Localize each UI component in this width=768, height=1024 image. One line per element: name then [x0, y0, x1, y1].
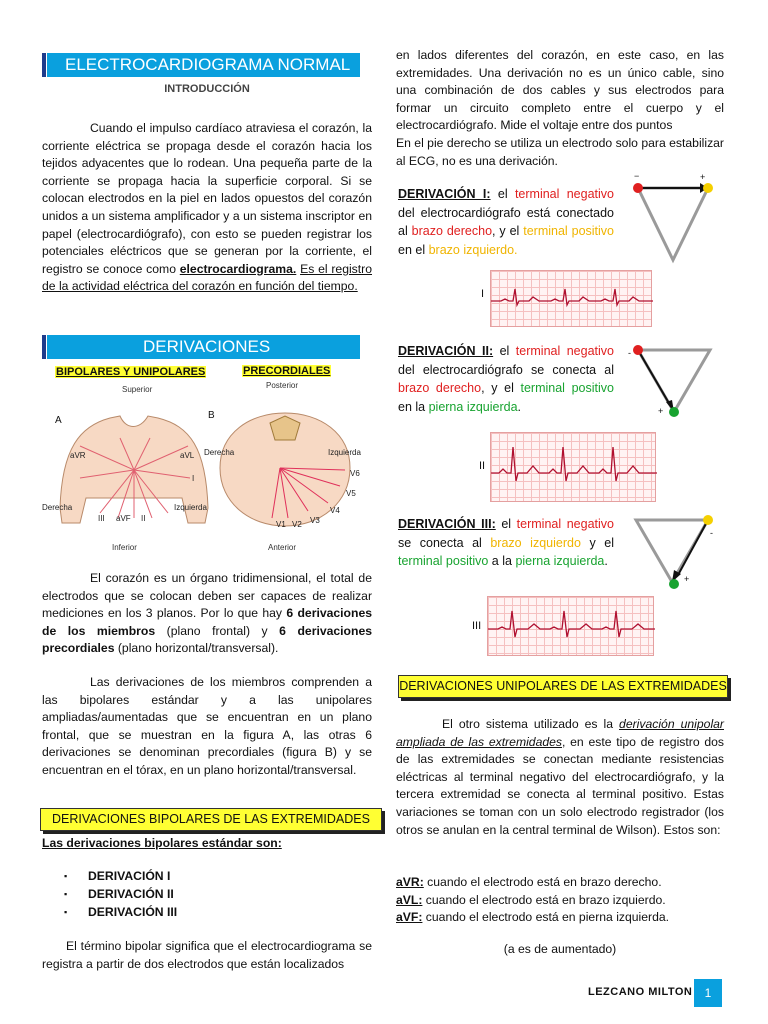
bipolares-paragraph: El término bipolar significa que el electrocardiograma se registra a partir de dos electrodos que están localizados: [42, 939, 372, 971]
fig-a-derecha-label: Derecha: [42, 503, 73, 512]
ecg-strip-i: [490, 270, 652, 327]
fig-a-superior-label: Superior: [122, 385, 153, 394]
fig-b-v1-label: V1: [276, 520, 286, 529]
einthoven-triangle-iii: [618, 510, 720, 592]
fig-b-v6-label: V6: [350, 469, 360, 478]
page-number: 1: [694, 979, 722, 1007]
einthoven-triangle-ii: [626, 340, 720, 420]
ecg-label-iii: III: [472, 620, 482, 632]
fig-b-v5-label: V5: [346, 489, 356, 498]
list-item: ▪ DERIVACIÓN I: [42, 867, 372, 885]
page-title: ELECTROCARDIOGRAMA NORMAL: [47, 53, 360, 77]
augmented-note: (a es de aumentado): [503, 942, 617, 956]
fig-b-v2-label: V2: [292, 520, 302, 529]
svg-text:+: +: [658, 406, 664, 416]
fig-b-anterior-label: Anterior: [268, 543, 297, 552]
fig-a-i-label: I: [192, 474, 195, 483]
bipolares-list: [42, 867, 372, 921]
fig-a-avf-label: aVF: [116, 514, 131, 523]
fig-b-posterior-label: Posterior: [266, 381, 299, 390]
fig-a-ii-label: II: [141, 514, 146, 523]
list-item: aVL: cuando el electrodo está en brazo izquierdo.: [396, 892, 666, 907]
fig-b-letter: B: [208, 410, 215, 421]
ecg-definition: Es el registro de la actividad eléctrica del corazón en función del tiempo.: [42, 261, 372, 294]
right-continuation: en lados diferentes del corazón, en este caso, en las extremidades. Una derivación no es un único cable, sino una combinación de dos cables y sus electrodos para formar un circuito completo entre el cuerpo y el electrocardiógrafo. Mide el voltaje entre dos puntos En el pie derecho se utiliza un electrodo solo para estabilizar al ECG, no es una derivación.: [396, 48, 724, 168]
fig-b-v3-label: V3: [310, 516, 320, 525]
svg-text:-: -: [628, 348, 631, 358]
fig-a-letter: A: [55, 415, 62, 426]
einthoven-triangle-i: [628, 172, 720, 272]
derivaciones-paragraph-2: Las derivaciones de los miembros comprenden a las bipolares estándar y a las unipolares ampliadas/aumentadas que se encuentran en un plano frontal, que se muestran en la figura A, las otras 6 derivaciones se denominan precordiales (figura B) y se encuentran en el tórax, en un plano horizontal/transversal.: [42, 675, 372, 777]
derivacion-i-text: DERIVACIÓN I: el terminal negativo del electrocardiógrafo está conectado al brazo derecho, y el terminal positivo en el brazo izquierdo.: [398, 187, 614, 257]
ecg-trace-i: [491, 271, 653, 328]
figure-b-precordial-leads: [200, 378, 370, 556]
derivacion-iii-text: DERIVACIÓN III: el terminal negativo se conecta al brazo izquierdo y el terminal positivo a la pierna izquierda.: [398, 517, 614, 568]
ecg-term: electrocardiograma.: [179, 261, 297, 276]
fig-a-avr-label: aVR: [70, 451, 86, 460]
list-item: aVR: cuando el electrodo está en brazo derecho.: [396, 875, 662, 889]
fig-a-title: BIPOLARES Y UNIPOLARES: [56, 366, 206, 378]
fig-a-iii-label: III: [98, 514, 105, 523]
fig-a-avl-label: aVL: [180, 451, 195, 460]
unipolares-paragraph: El otro sistema utilizado es la derivación unipolar ampliada de las extremidades, en este tipo de registro dos de las extremidades se conectan mediante resistencias eléctricas al terminal negativo del electrocardiógrafo, y la tercera extremidad se conecta al terminal positivo. Estas variaciones se toman con un solo electrodo registrador (los otros se anulan en la central terminal de Wilson). Estos son:: [396, 717, 724, 837]
svg-text:-: -: [710, 528, 713, 538]
svg-text:−: −: [634, 172, 640, 181]
fig-b-izquierda-label: Izquierda: [328, 448, 361, 457]
ecg-strip-iii: [487, 596, 654, 656]
svg-text:+: +: [700, 172, 706, 182]
ecg-label-i: I: [481, 288, 485, 300]
figure-a-limb-leads: [40, 378, 220, 556]
fig-a-inferior-label: Inferior: [112, 543, 137, 552]
ecg-strip-ii: [490, 432, 656, 502]
fig-b-title: PRECORDIALES: [243, 365, 331, 377]
svg-text:+: +: [684, 574, 690, 584]
unipolares-heading: DERIVACIONES UNIPOLARES DE LAS EXTREMIDADES: [398, 675, 728, 698]
fig-b-derecha-label: Derecha: [204, 448, 235, 457]
list-item: ▪ DERIVACIÓN II: [42, 885, 372, 903]
list-item: aVF: cuando el electrodo está en pierna izquierda.: [396, 910, 670, 925]
augmented-leads-list: [396, 874, 724, 927]
intro-heading: INTRODUCCIÓN: [164, 83, 250, 95]
derivaciones-paragraph-1: El corazón es un órgano tridimensional, el total de electrodos que se colocan deben ser capaces de realizar mediciones en los 3 planos. Por lo que hay 6 derivaciones de los miembros (plano frontal) y 6 derivaciones precordiales (plano horizontal/transversal).: [42, 571, 372, 656]
bipolares-heading: DERIVACIONES BIPOLARES DE LAS EXTREMIDADES: [40, 808, 382, 831]
derivacion-ii-text: DERIVACIÓN II: el terminal negativo del electrocardiógrafo se conecta al brazo derecho, y el terminal positivo en la pierna izquierda.: [398, 344, 614, 414]
bipolares-subtitle: Las derivaciones bipolares estándar son:: [42, 836, 282, 850]
fig-b-v4-label: V4: [330, 506, 340, 515]
list-item: ▪ DERIVACIÓN III: [42, 903, 372, 921]
ecg-trace-ii: [491, 433, 657, 503]
intro-paragraph: Cuando el impulso cardíaco atraviesa el corazón, la corriente eléctrica se propaga desde el corazón hacia los tejidos adyacentes que lo rodean. Una pequeña parte de la corriente se propaga hacia la superficie corporal. Si se colocan electrodos en la piel en lados opuestos del corazón unidos a un sistema amplificador y a un sistema inscriptor en papel (electrocardiógrafo), con esto se pueden registrar los potenciales eléctricos que se generan por la corriente, el registro se conoce como electrocardiograma. Es el registro de la actividad eléctrica del corazón en función del tiempo.: [42, 121, 372, 294]
ecg-trace-iii: [488, 597, 655, 657]
footer-author: LEZCANO MILTON: [588, 986, 693, 998]
derivaciones-heading: DERIVACIONES: [47, 335, 360, 359]
fig-a-izquierda-label: Izquierda: [174, 503, 207, 512]
ecg-label-ii: II: [479, 460, 486, 472]
